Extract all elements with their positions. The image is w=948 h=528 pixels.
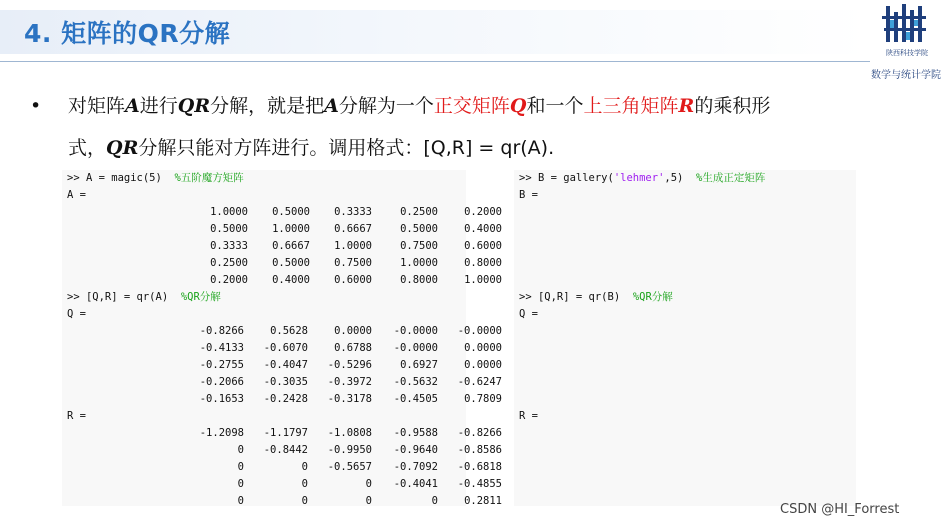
matrix-cell: -0.4855 bbox=[457, 478, 502, 490]
matrix-cell: -0.2066 bbox=[199, 376, 244, 388]
qr-term: QR bbox=[177, 95, 211, 117]
logo-school-name: 陕西科技学院 bbox=[886, 49, 928, 57]
matrix-cell: -0.6818 bbox=[457, 461, 502, 473]
command-text: >> [Q,R] = qr(A) bbox=[67, 291, 169, 303]
description-paragraph bbox=[68, 85, 868, 169]
matrix-cell: 0.7500 bbox=[400, 240, 438, 252]
matrix-a: A bbox=[324, 95, 339, 117]
text-segment: 式， bbox=[68, 137, 107, 159]
bullet-marker: • bbox=[30, 95, 42, 117]
matrix-cell: 0.5000 bbox=[400, 223, 438, 235]
matrix-cell: -0.4041 bbox=[393, 478, 438, 490]
matrix-cell: 0 bbox=[301, 478, 308, 490]
matrix-cell: 0.4000 bbox=[272, 274, 310, 286]
matrix-cell: -1.1797 bbox=[263, 427, 308, 439]
matrix-cell: 0.3333 bbox=[334, 206, 372, 218]
matrix-r: R bbox=[678, 95, 695, 117]
command-text: >> [Q,R] = qr(B) bbox=[519, 291, 621, 303]
matrix-cell: -0.8266 bbox=[457, 427, 502, 439]
command-line bbox=[519, 289, 673, 305]
matrix-cell: 0.8000 bbox=[464, 257, 502, 269]
matrix-cell: -0.9640 bbox=[393, 444, 438, 456]
matrix-cell: -0.4133 bbox=[199, 342, 244, 354]
matrix-cell: 0.2500 bbox=[400, 206, 438, 218]
matrix-cell: 0 bbox=[301, 495, 308, 507]
matrix-cell: -0.0000 bbox=[457, 325, 502, 337]
matrix-cell: -0.8442 bbox=[263, 444, 308, 456]
orthogonal-highlight: 正交矩阵 bbox=[433, 95, 510, 117]
matrix-cell: 1.0000 bbox=[272, 223, 310, 235]
matrix-cell: 0 bbox=[237, 461, 244, 473]
matrix-cell: 0 bbox=[365, 495, 372, 507]
matrix-cell: -0.1653 bbox=[199, 393, 244, 405]
matrix-cell: 0.6667 bbox=[272, 240, 310, 252]
matrix-cell: -0.7092 bbox=[393, 461, 438, 473]
matrix-cell: 0.5000 bbox=[272, 257, 310, 269]
matrix-label: Q = bbox=[519, 308, 538, 320]
matrix-cell: -0.3972 bbox=[327, 376, 372, 388]
matrix-label: R = bbox=[519, 410, 538, 422]
matrix-label: B = bbox=[519, 189, 538, 201]
comment-text: %生成正定矩阵 bbox=[696, 172, 766, 184]
matrix-cell: 1.0000 bbox=[210, 206, 248, 218]
matrix-cell: -1.2098 bbox=[199, 427, 244, 439]
matrix-cell: 0.7500 bbox=[334, 257, 372, 269]
command-text: >> A = magic(5) bbox=[67, 172, 162, 184]
comment-text: %QR分解 bbox=[632, 291, 673, 303]
matrix-cell: 0 bbox=[237, 495, 244, 507]
comment-text: %五阶魔方矩阵 bbox=[174, 172, 244, 184]
matrix-cell: -0.0000 bbox=[393, 342, 438, 354]
matrix-cell: 0.5000 bbox=[272, 206, 310, 218]
matrix-label: Q = bbox=[67, 308, 86, 320]
matrix-cell: -0.4047 bbox=[263, 359, 308, 371]
matrix-cell: -0.9950 bbox=[327, 444, 372, 456]
matrix-cell: -0.2428 bbox=[263, 393, 308, 405]
matrix-cell: 0.0000 bbox=[334, 325, 372, 337]
command-text: >> B = gallery( bbox=[519, 172, 614, 184]
command-text: ,5) bbox=[664, 172, 684, 184]
matrix-cell: 0.6927 bbox=[400, 359, 438, 371]
matrix-q: Q bbox=[509, 95, 527, 117]
matrix-cell: 1.0000 bbox=[400, 257, 438, 269]
matrix-cell: 0.6000 bbox=[464, 240, 502, 252]
logo-emblem-icon bbox=[872, 2, 942, 48]
command-line bbox=[67, 289, 221, 305]
header-divider bbox=[0, 61, 870, 62]
matrix-cell: 0.2811 bbox=[464, 495, 502, 507]
matrix-cell: 0.7809 bbox=[464, 393, 502, 405]
qr-term: QR bbox=[106, 137, 139, 159]
matrix-cell: 0.0000 bbox=[464, 359, 502, 371]
text-segment: 和一个 bbox=[526, 95, 584, 117]
matrix-cell: -0.3035 bbox=[263, 376, 308, 388]
matrix-cell: -0.2755 bbox=[199, 359, 244, 371]
matrix-cell: 1.0000 bbox=[334, 240, 372, 252]
matrix-cell: 0.2500 bbox=[210, 257, 248, 269]
matrix-cell: 0.8000 bbox=[400, 274, 438, 286]
text-segment: 对矩阵 bbox=[68, 95, 126, 117]
matrix-cell: 0.2000 bbox=[464, 206, 502, 218]
matrix-cell: -0.8586 bbox=[457, 444, 502, 456]
matrix-cell: -0.6070 bbox=[263, 342, 308, 354]
matrix-cell: -0.3178 bbox=[327, 393, 372, 405]
matrix-cell: -0.5632 bbox=[393, 376, 438, 388]
comment-text: %QR分解 bbox=[180, 291, 221, 303]
matrix-cell: 0.6667 bbox=[334, 223, 372, 235]
matrix-cell: 0.0000 bbox=[464, 342, 502, 354]
matrix-cell: -0.4505 bbox=[393, 393, 438, 405]
matrix-cell: 0 bbox=[237, 478, 244, 490]
csdn-watermark: CSDN @HI_Forrest bbox=[780, 502, 900, 517]
command-line bbox=[519, 170, 765, 186]
matrix-cell: 0.6000 bbox=[334, 274, 372, 286]
matrix-a: A bbox=[125, 95, 140, 117]
school-logo bbox=[871, 2, 942, 81]
text-segment: 分解为一个 bbox=[338, 95, 434, 117]
matrix-cell: -0.9588 bbox=[393, 427, 438, 439]
text-segment: 的乘积形 bbox=[694, 95, 771, 117]
matrix-cell: 0.6788 bbox=[334, 342, 372, 354]
matrix-cell: -0.8266 bbox=[199, 325, 244, 337]
string-literal: 'lehmer' bbox=[613, 172, 665, 184]
matrix-cell: -0.5657 bbox=[327, 461, 372, 473]
matrix-cell: -1.0808 bbox=[327, 427, 372, 439]
matrix-cell: 0 bbox=[237, 444, 244, 456]
matrix-cell: 0.2000 bbox=[210, 274, 248, 286]
matrix-cell: -0.6247 bbox=[457, 376, 502, 388]
matrix-cell: -0.0000 bbox=[393, 325, 438, 337]
text-segment: 分解，就是把 bbox=[210, 95, 325, 117]
matrix-label: A = bbox=[67, 189, 86, 201]
command-line bbox=[67, 170, 244, 186]
slide-title: 4. 矩阵的QR分解 bbox=[24, 19, 231, 48]
slide-header bbox=[0, 0, 943, 66]
upper-triangular-highlight: 上三角矩阵 bbox=[583, 95, 679, 117]
text-segment: 进行 bbox=[139, 95, 178, 117]
matrix-label: R = bbox=[67, 410, 86, 422]
matrix-cell: 0.4000 bbox=[464, 223, 502, 235]
matrix-cell: 0 bbox=[431, 495, 438, 507]
matrix-cell: 0.5000 bbox=[210, 223, 248, 235]
logo-college-name: 数学与统计学院 bbox=[871, 70, 941, 81]
matrix-cell: 0.5628 bbox=[270, 325, 308, 337]
matrix-cell: 0 bbox=[365, 478, 372, 490]
matrix-cell: 0 bbox=[301, 461, 308, 473]
text-segment: 分解只能对方阵进行。调用格式：[Q,R] = qr(A). bbox=[138, 137, 555, 159]
matrix-cell: 0.3333 bbox=[210, 240, 248, 252]
matrix-cell: 1.0000 bbox=[464, 274, 502, 286]
matrix-cell: -0.5296 bbox=[327, 359, 372, 371]
